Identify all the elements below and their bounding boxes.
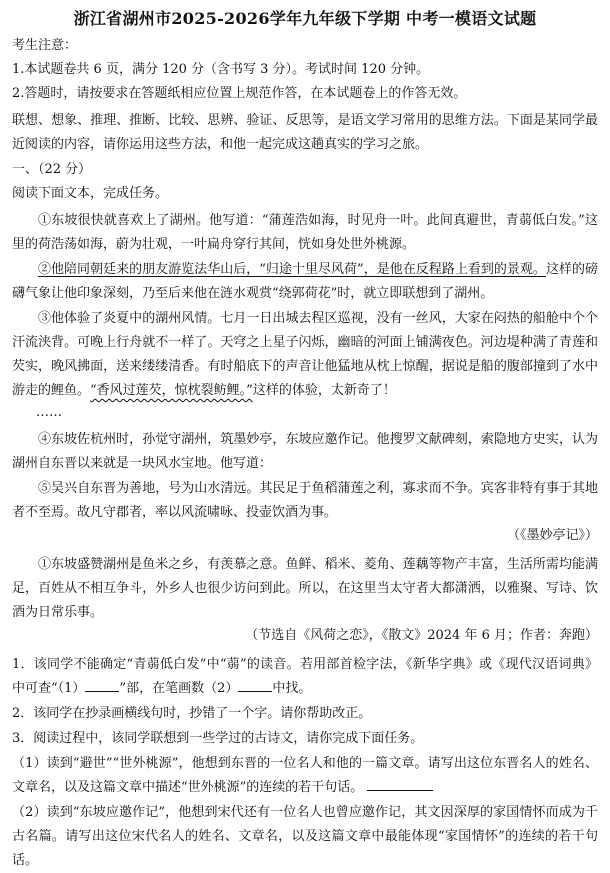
question-3-1-text: （1）读到“避世”“世外桃源”，他想到东晋的一位名人和他的一篇文章。请写出这位东晋名人的姓名、文章名，以及这篇文章中描述“世外桃源”的连续的若干句话。 bbox=[12, 756, 598, 795]
text-paragraph-2 bbox=[12, 258, 598, 306]
question-1-part-b: ”部，在笔画数（2） bbox=[119, 681, 239, 696]
wavy-quote: “香风过莲芡，惊枕裂鲂鲤。” bbox=[90, 383, 253, 398]
excerpt-source: （节选自《风荷之恋》，《散文》2024 年 6 月；作者：奔跑） bbox=[245, 628, 598, 643]
page-title: 浙江省湖州市2025-2026学年九年级下学期 中考一模语文试题 bbox=[73, 9, 537, 28]
notice-heading: 考生注意： bbox=[12, 38, 78, 53]
question-1-part-c: 中找。 bbox=[272, 681, 312, 696]
ellipsis: …… bbox=[36, 405, 62, 420]
notice-item-2: 2.答题时，请按要求在答题纸相应位置上规范作答，在本试题卷上的作答无效。 bbox=[12, 86, 467, 101]
section-label: 一、（22 分） bbox=[12, 162, 92, 177]
paragraph-3-start: ③他体验了炎夏中的湖州风情。七月一日出城去程区巡视，没有一丝风，大家在闷热的船舱中个个汗流浃背。可晚上行舟就不一样了。天穹之上星子闪烁，幽暗的河面上铺满夜色。河边堤种满了青莲和芡实，晚风拂面，送来缕缕清香。有时船底下的声音让他猛地从枕上惊醒，据说是船的腹部撞到了水中游走的鲤鱼。 bbox=[12, 311, 598, 398]
question-3-1 bbox=[12, 752, 598, 800]
intro-paragraph: 联想、想象、推理、推断、比较、思辨、验证、反思等，是语文学习常用的思维方法。下面是某同学最近阅读的内容，请你运用这些方法，和他一起完成这趟真实的学习之旅。 bbox=[12, 113, 598, 152]
answer-blank-1[interactable] bbox=[85, 679, 119, 692]
text-paragraph-3 bbox=[12, 307, 598, 403]
question-1 bbox=[12, 653, 598, 701]
question-3: 3．阅读过程中，该同学联想到一些学过的古诗文，请你完成下面任务。 bbox=[12, 731, 424, 746]
quote-source: （《墨妙亭记》） bbox=[506, 528, 598, 543]
text-paragraph-5: ⑤吴兴自东晋为善地，号为山水清远。其民足于鱼稻蒲莲之利，寡求而不争。宾客非特有事于其地者不至焉。故凡守郡者，率以风流啸咏、投壶饮酒为事。 bbox=[12, 481, 598, 520]
text-paragraph-4: ④东坡佐杭州时，孙觉守湖州，筑墨妙亭，东坡应邀作记。他搜罗文献碑刻，索隐地方史实，认为湖州自东晋以来就是一块风水宝地。他写道： bbox=[12, 432, 598, 471]
question-3-2: （2）读到“东坡应邀作记”，他想到宋代还有一位名人也曾应邀作记，其文因深厚的家国情怀而成为千古名篇。请写出这位宋代名人的姓名、文章名，以及这篇文章中最能体现“家国情怀”的连续的若干句话。 bbox=[12, 805, 598, 868]
notice-item-1: 1.本试题卷共 6 页，满分 120 分（含书写 3 分）。考试时间 120 分钟。 bbox=[12, 62, 430, 77]
question-1-part-a: 1．该同学不能确定“青蒻低白发”中“蒻”的读音。若用部首检字法，《新华字典》或《现代汉语词典》中可查“（1） bbox=[12, 657, 598, 696]
answer-blank-2[interactable] bbox=[238, 679, 272, 692]
text-paragraph-1: ①东坡很快就喜欢上了湖州。他写道：“蒲莲浩如海，时见舟一叶。此间真避世，青蒻低白发。”这里的荷浩荡如海，蔚为壮观，一叶扁舟穿行其间，恍如身处世外桃源。 bbox=[12, 213, 598, 252]
text-paragraph-6: ①东坡盛赞湖州是鱼米之乡，有羡慕之意。鱼鲜、稻米、菱角、莲藕等物产丰富，生活所需均能满足，百姓从不相互争斗，外乡人也很少访问到此。所以，在这里当太守者大都潇洒，以雅聚、写诗、饮酒为日常乐事。 bbox=[12, 557, 598, 620]
paragraph-2-rest: 这样的磅礴气象让他印象深刻，乃至后来他在涟水观赏“绕郭荷花”时，就立即联想到了湖州。 bbox=[12, 262, 598, 301]
question-2: 2．该同学在抄录画横线句时，抄错了一个字。请你帮助改正。 bbox=[12, 706, 372, 721]
underlined-sentence: ②他陪同朝廷来的朋友游览法华山后，“归途十里尽风荷”，是他在反程路上看到的景观。 bbox=[38, 262, 546, 277]
answer-blank-3[interactable] bbox=[367, 778, 433, 791]
paragraph-3-end: 这样的体验，太新奇了！ bbox=[252, 383, 396, 398]
section-instruction: 阅读下面文本，完成任务。 bbox=[12, 186, 169, 201]
